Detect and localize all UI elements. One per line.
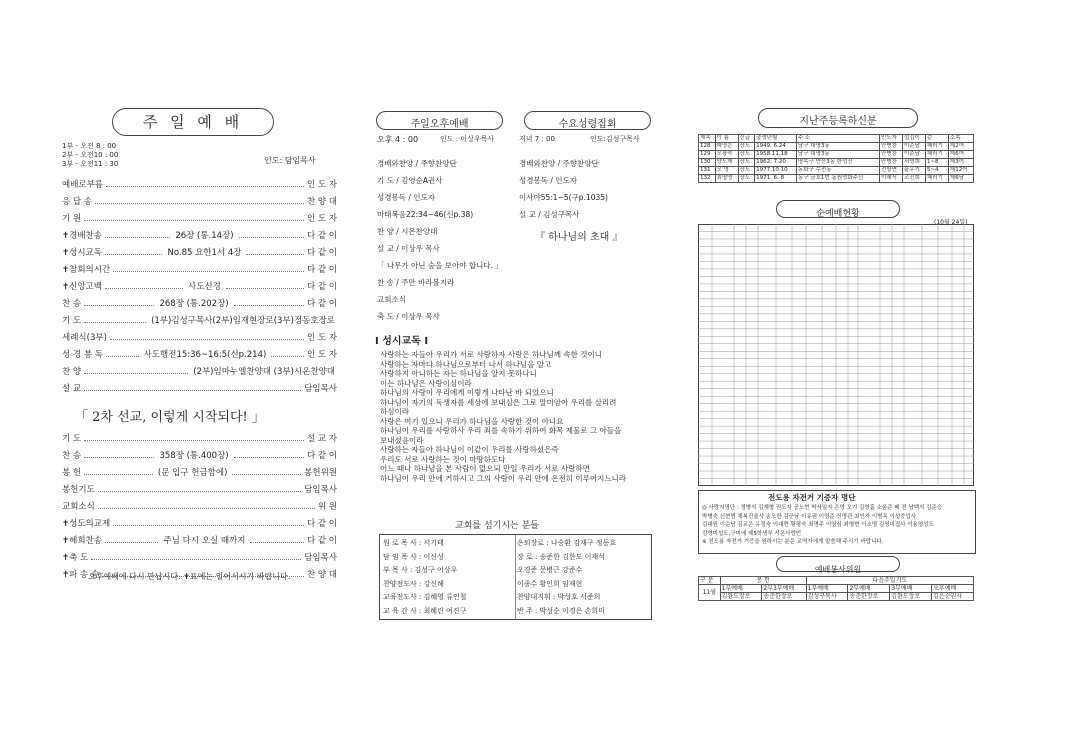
order-label: 기 도 bbox=[62, 316, 82, 326]
attendance-title-box bbox=[776, 200, 900, 218]
dot-leader bbox=[95, 203, 304, 204]
sub-header-cell: 2부3부예배 bbox=[762, 585, 806, 593]
order-leader: 다 같 이 bbox=[306, 536, 337, 546]
order-leader: 다 같 이 bbox=[306, 265, 337, 275]
order-label: 응 답 송 bbox=[62, 197, 93, 207]
dot-leader bbox=[84, 220, 304, 221]
list-item: 이종수 황인희 임재현 bbox=[517, 579, 583, 588]
table-cell: 130 bbox=[699, 159, 716, 167]
table-cell: 최명영 bbox=[715, 175, 738, 183]
volunteer-cell: 김완도장로 bbox=[720, 593, 762, 601]
order-row bbox=[62, 314, 337, 326]
order-label: ✝성도의교제 bbox=[62, 519, 111, 529]
list-item: 마태복음22:34~46(신p.38) bbox=[377, 210, 474, 219]
bicycle-donors-text bbox=[702, 504, 972, 547]
dot-leader bbox=[84, 305, 154, 306]
order-detail: 주님 다시 오실 때까지 bbox=[163, 536, 246, 546]
time-2: 2부 - 오전10 : 00 bbox=[62, 151, 119, 159]
dot-leader bbox=[84, 373, 188, 374]
month-cell: 11월 bbox=[699, 585, 721, 601]
dot-leader bbox=[239, 237, 304, 238]
order-leader: 인 도 자 bbox=[306, 350, 337, 360]
order-leader: 인 도 자 bbox=[306, 180, 337, 190]
table-cell: 조진희 bbox=[902, 175, 925, 183]
table-cell: 안병찬 bbox=[879, 143, 902, 151]
list-item: 경배와찬양 / 주향찬양단 bbox=[377, 159, 457, 168]
list-item: 교 육 간 사 : 최혜린 여진구 bbox=[383, 606, 467, 615]
dot-leader bbox=[105, 542, 158, 543]
newcomers-table bbox=[698, 134, 974, 183]
list-item: 하나님이 자기의 독생자를 세상에 보내심은 그로 말미암아 우리를 살리려 bbox=[380, 397, 617, 407]
list-item: 찬양전도사 : 강신해 bbox=[383, 579, 444, 588]
order-row bbox=[62, 229, 337, 241]
list-item: 박병숙 신현범 채복진술사 송모한 김군남 이유권 이영준 신명관 최인자 이병옥 이성중입사 bbox=[702, 513, 917, 520]
table-row bbox=[699, 167, 974, 175]
newcomers-title: 지난주등록하신분 bbox=[799, 116, 877, 127]
sub-header-cell: 2부예배 bbox=[848, 585, 890, 593]
order-label: 찬 송 bbox=[62, 451, 82, 461]
list-item: 축 도 / 이상우 목사 bbox=[377, 312, 440, 321]
table-cell: 1977.10.10 bbox=[755, 167, 797, 175]
order-label: ✝신앙고백 bbox=[62, 282, 102, 292]
order-leader: 다 같 이 bbox=[306, 451, 338, 461]
order-detail: 26장 (통.14장) bbox=[175, 231, 234, 241]
table-cell: 남구 대명3동 bbox=[796, 143, 879, 151]
order-label: 봉헌기도 bbox=[62, 485, 95, 495]
order-label: 성 경 봉 독 bbox=[62, 350, 103, 360]
list-item: 사랑하지 아니하는 자는 하나님을 알지 못하나니 bbox=[380, 369, 537, 378]
order-row bbox=[62, 297, 337, 309]
wed-sermon: 『 하나님의 초대 』 bbox=[535, 232, 623, 243]
volunteer-cell: 송준한장로 bbox=[848, 593, 890, 601]
table-cell: 오광숙 bbox=[715, 151, 738, 159]
list-item: 우리도 서로 사랑하는 것이 마땅하도다 bbox=[380, 454, 506, 464]
order-detail: (2부)임마누엘찬양대 (3부)시온찬양대 bbox=[193, 367, 335, 377]
header-cell: 인도자 bbox=[879, 135, 902, 143]
table-cell: 동화구 수전동 bbox=[796, 167, 879, 175]
list-item: 은퇴장로 : 나승환 김재구 정동호 bbox=[517, 539, 617, 547]
list-item: 사랑하는 자들아 하나님이 이같이 우리를 사랑하셨은즉 bbox=[380, 445, 559, 454]
table-cell: 제3여 bbox=[948, 159, 973, 167]
dot-leader bbox=[234, 457, 304, 458]
bicycle-donors-title: 전도용 자전거 기증자 명단 bbox=[768, 493, 856, 502]
dot-leader bbox=[113, 525, 304, 526]
footnote: 오후예배에 다시 만납시다. ✝표에는 일어서시기 바랍니다. bbox=[88, 572, 291, 581]
header-cell: 제목 bbox=[699, 135, 716, 143]
time-3: 3부 - 오전11 : 30 bbox=[62, 160, 119, 168]
order-label: 세례식(3부) bbox=[62, 333, 107, 343]
volunteer-cell: 김은순권사 bbox=[932, 593, 974, 601]
list-item: 원 로 목 사 : 서기태 bbox=[383, 539, 444, 547]
dot-leader bbox=[84, 390, 301, 391]
volunteer-cell: 김성구목사 bbox=[806, 593, 848, 601]
pm-lead: 인도 : 이상우목사 bbox=[440, 135, 495, 143]
dot-leader bbox=[105, 237, 170, 238]
order-leader: 위 원 bbox=[317, 502, 337, 512]
volunteer-cell: 송준한장로 bbox=[762, 593, 806, 601]
table-cell: 1958.11.18 bbox=[755, 151, 797, 159]
dot-leader bbox=[106, 186, 304, 187]
table-cell: 윤우기 bbox=[902, 167, 925, 175]
wed-time: 저녁 7 : 00 bbox=[519, 135, 555, 143]
table-cell: 장도 bbox=[738, 143, 755, 151]
table-cell: 서영희 bbox=[902, 159, 925, 167]
table-cell: 장도 bbox=[738, 175, 755, 183]
staff-left bbox=[383, 537, 466, 618]
list-item: 하나님의 사랑이 우리에게 이렇게 나타난 바 되었으니 bbox=[380, 388, 554, 397]
order-label: 교회소식 bbox=[62, 502, 95, 512]
header-cell: 순 bbox=[925, 135, 948, 143]
order-detail: 사도행전15:36~16:5(신p.214) bbox=[143, 350, 267, 360]
order-row bbox=[62, 178, 337, 190]
table-row bbox=[699, 143, 974, 151]
list-item: 성경봉독 / 인도자 bbox=[377, 193, 436, 202]
wed-worship-title-box bbox=[524, 111, 651, 130]
dot-leader bbox=[84, 440, 304, 441]
dot-leader bbox=[98, 508, 315, 509]
service-volunteers-title: 예배봉사위원 bbox=[814, 565, 862, 574]
table-cell: 1~8 bbox=[925, 159, 948, 167]
dot-leader bbox=[91, 559, 301, 560]
list-item: 사랑하는 자마다 하나님으로부터 나서 하나님을 알고 bbox=[380, 359, 552, 369]
order-label: 기 원 bbox=[62, 214, 82, 224]
header-cell: 섬김이 bbox=[902, 135, 925, 143]
time-1: 1부 - 오전 8 : 00 bbox=[62, 142, 117, 150]
list-item: 부 목 사 : 김성구 이상우 bbox=[383, 566, 458, 574]
order-detail: 358장 (통.400장) bbox=[159, 451, 229, 461]
service-volunteers-title-box bbox=[776, 556, 900, 572]
table-cell: 이준남 bbox=[902, 151, 925, 159]
list-item: 경배와찬양 / 주향찬양단 bbox=[519, 159, 599, 168]
sermon-title: 「 2차 선교, 이렇게 시작되다! 」 bbox=[75, 410, 265, 425]
order-label: 예배로부름 bbox=[62, 180, 104, 190]
order-row bbox=[62, 263, 337, 275]
dot-leader bbox=[271, 356, 304, 357]
table-cell: 장도 bbox=[738, 167, 755, 175]
dot-leader bbox=[98, 491, 301, 492]
table-cell: 안병찬 bbox=[879, 159, 902, 167]
dot-leader bbox=[250, 542, 303, 543]
dot-leader bbox=[105, 254, 163, 255]
order-label: 설 교 bbox=[62, 384, 82, 394]
list-item: 하나님이 우리를 사랑하사 우리 죄를 속하기 위하여 화목 제물로 그 아들을 bbox=[380, 426, 622, 435]
order-label: ✝성시교독 bbox=[62, 248, 102, 258]
table-cell: 전방연 bbox=[879, 167, 902, 175]
list-item: 어느 때나 하나님을 본 사람이 없으되 만일 우리가 서로 사랑하면 bbox=[380, 464, 590, 473]
order-leader: 다 같 이 bbox=[306, 282, 337, 292]
order-row bbox=[62, 449, 337, 461]
list-item: 찬 송 / 주만 바라볼지라 bbox=[377, 278, 455, 287]
header-cell: 주 소 bbox=[796, 135, 879, 143]
pm-worship-title-box bbox=[376, 111, 503, 130]
table-cell: 양도재 bbox=[715, 159, 738, 167]
list-item: 김대원 이순남 김교은 유정숙 이대현 황평숙 최명주 이영심 최명현 이소명 김영미집사 이용영성도 bbox=[702, 522, 934, 528]
list-item: 이는 하나님은 사랑이심이라 bbox=[380, 378, 472, 388]
pm-time: 오후 4 : 00 bbox=[377, 135, 419, 144]
sunday-worship-title: 주 일 예 배 bbox=[142, 113, 244, 131]
table-cell: 장도 bbox=[738, 151, 755, 159]
header-cell: 이 름 bbox=[715, 135, 738, 143]
header-cell: 출생년월 bbox=[755, 135, 797, 143]
table-cell: 129 bbox=[699, 151, 716, 159]
staff-right bbox=[517, 537, 616, 618]
volunteer-cell: 김완도장로 bbox=[890, 593, 932, 601]
order-leader: 다 같 이 bbox=[306, 519, 337, 529]
table-cell: 예영은 bbox=[715, 143, 738, 151]
order-row bbox=[62, 517, 337, 529]
list-item: 기 도 / 김영순A권사 bbox=[377, 176, 443, 185]
order-leader: 담임목사 bbox=[304, 485, 337, 495]
table-cell: 131 bbox=[699, 167, 716, 175]
order-row bbox=[62, 212, 337, 224]
list-item: 사랑하는 자들아 우리가 서로 사랑하자 사랑은 하나님께 속한 것이니 bbox=[380, 350, 602, 359]
list-item: 반 주 : 박성순 이경은 손희미 bbox=[517, 606, 605, 615]
table-cell: 1962. 7.20 bbox=[755, 159, 797, 167]
table-cell: 이혜서 bbox=[879, 175, 902, 183]
attendance-grid bbox=[698, 224, 974, 486]
header-cell: 구 분 bbox=[699, 577, 721, 585]
list-item: 설 교 / 이상우 목사 bbox=[377, 244, 440, 253]
order-row bbox=[62, 466, 337, 478]
order-leader: 담임목사 bbox=[304, 384, 337, 394]
dot-leader bbox=[106, 356, 139, 357]
order-leader: 인 도 자 bbox=[306, 333, 337, 343]
newcomers-title-box bbox=[758, 108, 918, 128]
order-row bbox=[62, 365, 337, 377]
order-leader: 담임목사 bbox=[304, 553, 337, 563]
list-item: 교회소식 bbox=[377, 295, 406, 304]
wed-items bbox=[519, 158, 608, 226]
staff-title: 교회를 섬기시는 분들 bbox=[455, 521, 539, 531]
dot-leader bbox=[234, 305, 304, 306]
order-row bbox=[62, 483, 337, 495]
order-leader: 설 교 자 bbox=[306, 434, 337, 444]
table-cell: 패러기 bbox=[925, 175, 948, 183]
list-item: 찬 양 / 시온찬양대 bbox=[377, 227, 438, 236]
table-row bbox=[699, 593, 974, 601]
dot-leader bbox=[246, 254, 304, 255]
table-cell: 132 bbox=[699, 175, 716, 183]
table-cell: 제6여 bbox=[948, 151, 973, 159]
order-label: ✝축 도 bbox=[62, 553, 89, 563]
table-cell: 제6남 bbox=[948, 175, 973, 183]
list-item: 설 교 / 김성구목사 bbox=[519, 210, 580, 219]
sub-header-cell: 3부예배 bbox=[890, 585, 932, 593]
list-item: 오경준 문병근 강준수 bbox=[517, 566, 583, 574]
list-item: 성경봉독 / 인도자 bbox=[519, 176, 578, 185]
list-item: 담 임 목 사 : 이신성 bbox=[383, 552, 444, 561]
header-cell: 소속 bbox=[948, 135, 973, 143]
wed-worship-title: 수요성령집회 bbox=[558, 119, 617, 130]
dot-leader bbox=[113, 271, 304, 272]
pm-worship-title: 주일오후예배 bbox=[410, 119, 469, 130]
order-row bbox=[62, 432, 337, 444]
volunteers-table bbox=[698, 576, 974, 601]
table-cell: 남구 대명3동 bbox=[796, 151, 879, 159]
order-row bbox=[62, 195, 337, 207]
sunday-worship-title-box bbox=[112, 108, 274, 136]
order-label: 찬 송 bbox=[62, 299, 82, 309]
officiant: 인도: 담임목사 bbox=[264, 156, 316, 165]
list-item: 장 로 : 송준한 김한도 이재석 bbox=[517, 552, 605, 561]
order-leader: 다 같 이 bbox=[306, 231, 338, 241]
order-label: ✝파 송 송 bbox=[62, 570, 100, 580]
header-cell: 봉 헌 bbox=[720, 577, 806, 585]
table-row bbox=[699, 585, 974, 593]
table-cell: 장도 bbox=[738, 159, 755, 167]
dot-leader bbox=[232, 474, 301, 475]
order-detail: No.85 요한1서 4장 bbox=[167, 248, 242, 258]
order-label: 봉 헌 bbox=[62, 468, 82, 478]
table-cell: 동구 금호1번 동원영화주신 bbox=[796, 175, 879, 183]
order-detail: 사도신경 bbox=[188, 282, 221, 292]
order-leader: 찬 양 대 bbox=[306, 570, 337, 580]
order-row bbox=[62, 551, 337, 563]
table-cell: 패러기 bbox=[925, 143, 948, 151]
pm-items bbox=[377, 158, 503, 328]
list-item: 하나님이 우리 안에 거하시고 그의 사랑이 우리 안에 온전히 이루어지느니라 bbox=[380, 473, 627, 483]
table-header bbox=[699, 135, 974, 143]
list-item: 김영미성도,구미에 제5학생부 시온사랑빈 bbox=[702, 530, 802, 537]
order-row bbox=[62, 534, 337, 546]
order-label: 찬 양 bbox=[62, 367, 82, 377]
order-leader: 찬 양 대 bbox=[306, 197, 337, 207]
list-item: 하심이라 bbox=[380, 407, 409, 416]
table-cell: 명목구 만산3동 한성신 bbox=[796, 159, 879, 167]
order-row bbox=[62, 382, 337, 394]
table-row bbox=[699, 175, 974, 183]
header-cell: 신급 bbox=[738, 135, 755, 143]
order-row bbox=[62, 280, 337, 292]
list-item: 교육전도사 : 김혜영 류인철 bbox=[383, 593, 467, 601]
sub-header-cell: 1부예배 bbox=[720, 585, 762, 593]
list-item: 이사야55:1~5(구p.1035) bbox=[519, 193, 608, 202]
table-header bbox=[699, 577, 974, 585]
responsive-reading-title: I 성시교독 I bbox=[375, 336, 429, 347]
order-leader: 다 같 이 bbox=[306, 299, 338, 309]
order-label: ✝헤희찬송 bbox=[62, 536, 102, 546]
list-item: 찬양대지휘 : 박성호 서준희 bbox=[517, 593, 601, 601]
sub-header-cell: 1부예배 bbox=[806, 585, 848, 593]
table-cell: 안병찬 bbox=[879, 151, 902, 159]
table-cell: 1971. 6. 8 bbox=[755, 175, 797, 183]
table-cell: 128 bbox=[699, 143, 716, 151]
list-item: ◎ 사랑저명단 : 정병석 김재형 권도자 공노현 박서일자 은영 오기 김영흠 소윤준 배 전 남백석 김준승 bbox=[702, 505, 943, 511]
list-item: 「 나무가 아닌 숲을 보아야 합니다. 」 bbox=[377, 261, 503, 270]
table-cell: 이준남 bbox=[902, 143, 925, 151]
order-detail: 268장 (통.202장) bbox=[159, 299, 229, 309]
dot-leader bbox=[110, 339, 304, 340]
table-cell: 오 영 bbox=[715, 167, 738, 175]
order-row bbox=[62, 348, 337, 360]
list-item: 보내셨음이라 bbox=[380, 435, 424, 445]
dot-leader bbox=[105, 288, 183, 289]
order-label: 기 도 bbox=[62, 434, 82, 444]
order-leader: 봉헌위원 bbox=[304, 468, 337, 478]
header-cell: 다음주일기도 bbox=[806, 577, 973, 585]
responsive-reading bbox=[380, 350, 626, 483]
order-detail: (1부)김성구목사(2부)임재현장로(3부)정동호장로 bbox=[151, 316, 335, 326]
wed-lead: 인도:김성구목사 bbox=[590, 135, 640, 143]
attendance-title: 순예배현황 bbox=[816, 209, 860, 219]
table-cell: 5~4 bbox=[925, 167, 948, 175]
dot-leader bbox=[84, 322, 146, 323]
order-leader: 다 같 이 bbox=[306, 248, 338, 258]
order-label: ✝참회의시간 bbox=[62, 265, 111, 275]
table-cell: 제2여 bbox=[948, 143, 973, 151]
order-row bbox=[62, 500, 337, 512]
dot-leader bbox=[84, 474, 153, 475]
dot-leader bbox=[84, 457, 154, 458]
sub-header-cell: 오후예배 bbox=[932, 585, 974, 593]
list-item: ※ 전도용 자전거 기증을 원하시는 분은 교역자에게 말씀해 주시기 바랍니다. bbox=[702, 539, 884, 545]
order-row bbox=[62, 331, 337, 343]
table-cell: 패러기 bbox=[925, 151, 948, 159]
order-row bbox=[62, 246, 337, 258]
table-row bbox=[699, 151, 974, 159]
list-item: 사랑은 여기 있으니 우리가 하나님을 사랑한 것이 아니요 bbox=[380, 416, 564, 426]
table-row bbox=[699, 159, 974, 167]
service-times bbox=[62, 142, 118, 169]
attendance-date: (10월 24일) bbox=[934, 219, 968, 226]
order-detail: (문 입구 헌금함에) bbox=[157, 468, 228, 478]
table-cell: 제12여 bbox=[948, 167, 973, 175]
order-label: ✝경배찬송 bbox=[62, 231, 102, 241]
dot-leader bbox=[226, 288, 304, 289]
table-cell: 1949. 6.24 bbox=[755, 143, 797, 151]
order-leader: 인 도 자 bbox=[306, 214, 337, 224]
